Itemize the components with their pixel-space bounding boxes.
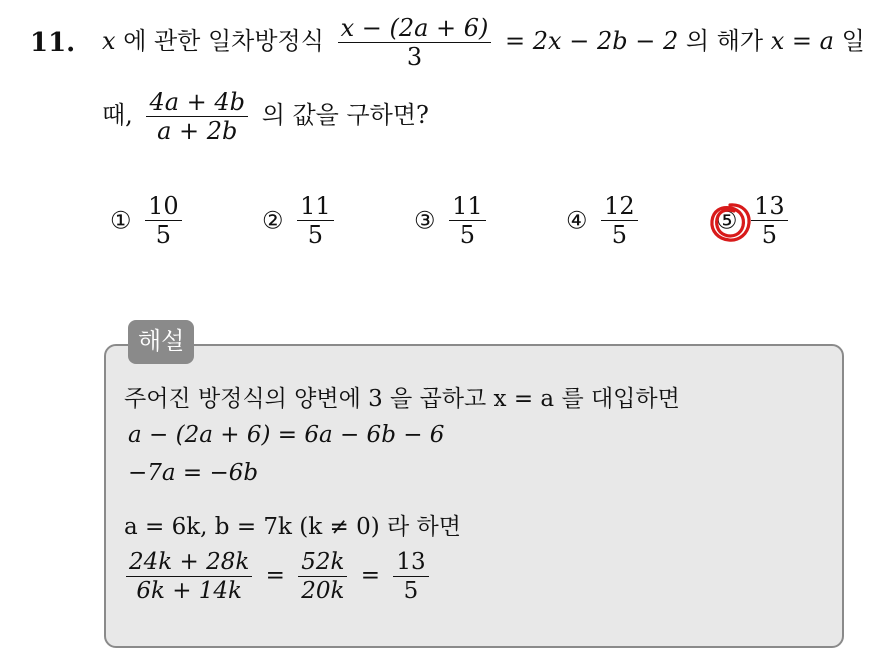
question-line-1 [102,14,865,71]
choice-denominator: 5 [761,221,778,249]
choice-denominator: 5 [155,221,172,249]
equals-sign: = [360,562,381,589]
question-text-5: 의 값을 구하면? [261,101,429,129]
choice-denominator: 5 [307,221,324,249]
choice-numerator: 11 [449,192,486,221]
question-text-3: 일 [841,27,865,55]
choice-denominator: 5 [611,221,628,249]
answer-circle-icon [705,199,755,247]
equation-rhs: = 2x − 2b − 2 [505,27,679,55]
solution-line-5 [120,548,435,605]
expression-denominator: a + 2b [157,117,238,145]
choice-numerator: 12 [601,192,638,221]
fraction-2-denominator: 20k [301,578,345,604]
question-text-2: 의 해가 [685,27,764,55]
solution-line-3: −7a = −6b [128,460,259,486]
expression-numerator: 4a + 4b [146,88,248,117]
question-number: 11. [30,28,76,58]
expression-fraction [146,88,248,145]
fraction-2-numerator: 52k [298,548,347,577]
solution-tag: 해설 [128,320,194,364]
choice-mark: ③ [414,206,436,235]
condition: x = a [770,27,834,55]
choice-numerator: 10 [145,192,182,221]
solution-line-1: 주어진 방정식의 양변에 3 을 곱하고 x = a 를 대입하면 [124,386,680,412]
choice-mark: ① [110,206,132,235]
solution-line-2: a − (2a + 6) = 6a − 6b − 6 [128,422,445,448]
equals-sign: = [265,562,285,589]
choice-2[interactable] [262,192,340,249]
choice-3[interactable] [414,192,492,249]
fraction-1-numerator: 24k + 28k [126,548,252,577]
question-line-2 [102,88,429,145]
question-text-4: 때, [102,101,133,129]
choice-1[interactable] [110,192,188,249]
choice-denominator: 5 [459,221,476,249]
solution-line-4: a = 6k, b = 7k (k ≠ 0) 라 하면 [124,514,461,540]
equation-denominator: 3 [406,43,423,71]
choice-numerator: 11 [297,192,334,221]
fraction-3-denominator: 5 [403,578,419,604]
choice-mark: ⑤ [716,206,738,235]
question-text-1: 에 관한 일차방정식 [123,27,324,55]
fraction-1-denominator: 6k + 14k [136,578,242,604]
fraction-3-numerator: 13 [393,548,428,577]
choice-numerator: 13 [751,192,788,221]
equation-fraction [338,14,492,71]
choice-mark: ④ [566,206,588,235]
var-x: x [102,27,116,55]
equation-numerator: x − (2a + 6) [338,14,492,43]
choice-4[interactable] [566,192,644,249]
choice-mark: ② [262,206,284,235]
